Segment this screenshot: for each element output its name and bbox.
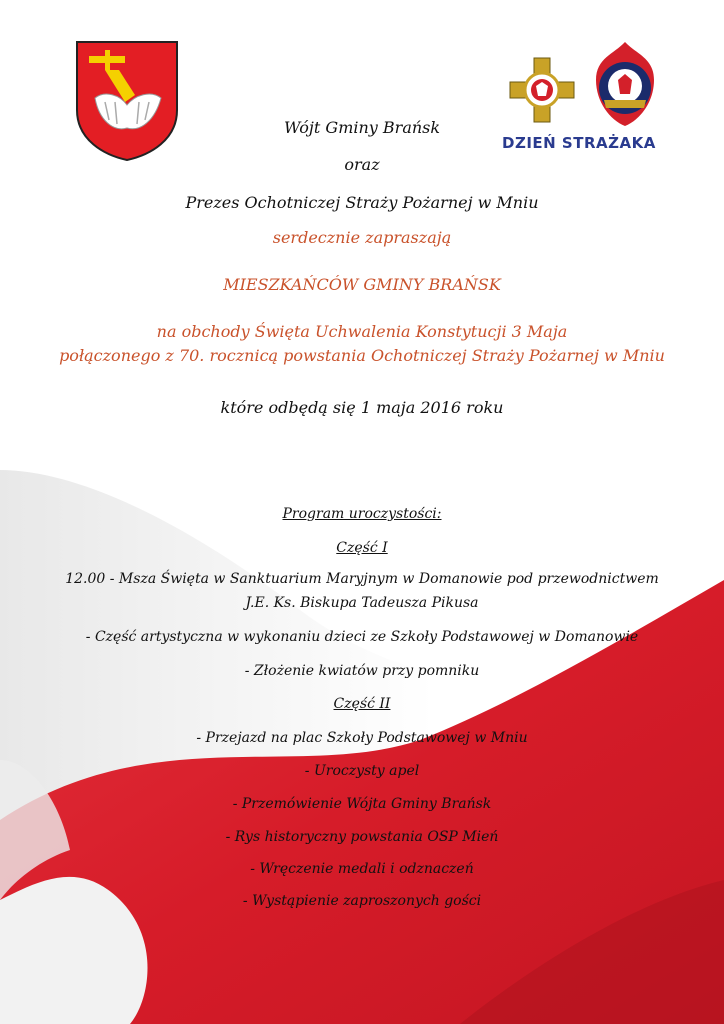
part2-item: - Przemówienie Wójta Gminy Brańsk — [232, 796, 492, 812]
part2-item: - Uroczysty apel — [304, 763, 420, 779]
program-title: Program uroczystości: — [282, 506, 442, 522]
oraz-line: oraz — [344, 155, 380, 174]
part2-item: - Wystąpienie zaproszonych gości — [242, 893, 482, 909]
occasion-line-1: na obchody Święta Uchwalenia Konstytucji 3 Maja — [156, 322, 568, 341]
part2-item: - Wręczenie medali i odznaczeń — [250, 861, 474, 877]
part1-title: Część I — [336, 540, 388, 556]
coat-of-arms-icon — [75, 40, 179, 162]
audience-line: MIESZKAŃCÓW GMINY BRAŃSK — [223, 275, 501, 294]
invitation-line: serdecznie zapraszają — [272, 228, 452, 247]
part2-title: Część II — [333, 696, 391, 712]
part1-item: 12.00 - Msza Święta w Sanktuarium Maryjnym w Domanowie pod przewodnictwem — [65, 571, 659, 587]
fire-service-emblem-icon — [588, 40, 662, 128]
wojt-line: Wójt Gminy Brańsk — [283, 118, 441, 137]
part1-item: - Złożenie kwiatów przy pomniku — [244, 663, 480, 679]
occasion-line-2: połączonego z 70. rocznicą powstania Ochotniczej Straży Pożarnej w Mniu — [59, 346, 665, 365]
part1-item: - Część artystyczna w wykonaniu dzieci ze Szkoły Podstawowej w Domanowie — [85, 629, 639, 645]
date-line: które odbędą się 1 maja 2016 roku — [220, 398, 504, 417]
part2-item: - Przejazd na plac Szkoły Podstawowej w Mniu — [196, 730, 528, 746]
fire-cross-badge-icon — [508, 56, 576, 124]
part2-item: - Rys historyczny powstania OSP Mień — [225, 829, 499, 845]
part1-item: J.E. Ks. Biskupa Tadeusza Pikusa — [245, 595, 479, 611]
dzien-strazaka-caption: DZIEŃ STRAŻAKA — [502, 134, 656, 152]
prezes-line: Prezes Ochotniczej Straży Pożarnej w Mniu — [185, 193, 539, 212]
